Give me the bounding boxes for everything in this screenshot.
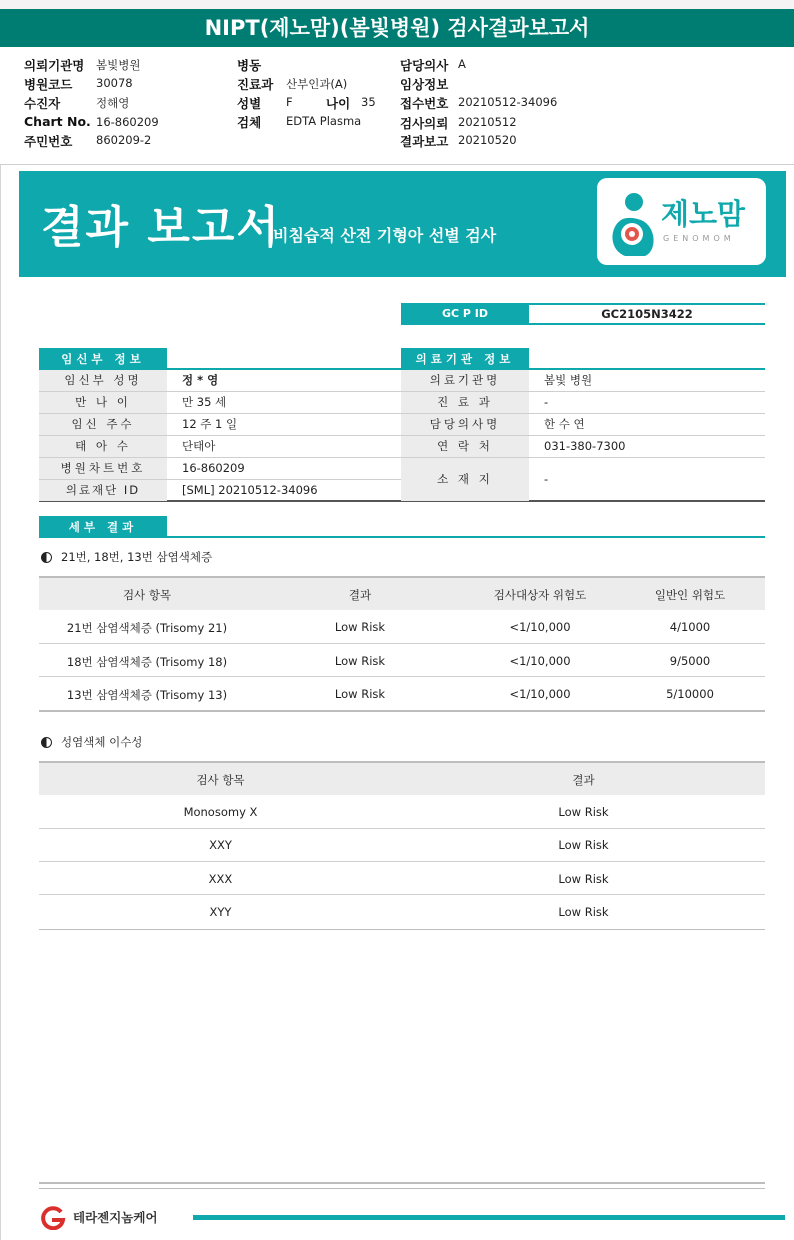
banner-subtitle: 비침습적 산전 기형아 선별 검사 [273,226,497,245]
summary-value: 16-860209 [96,115,159,129]
summary-value: 20210520 [458,133,517,147]
section-tab-detail: 세부 결과 [39,516,167,538]
report-title: NIPT(제노맘)(봄빛병원) 검사결과보고서 [0,9,794,47]
summary-label: 검체 [237,115,262,130]
section-tab-pregnant: 임신부 정보 [39,348,167,370]
info-key: 진 료 과 [401,392,529,413]
table-cell: <1/10,000 [509,687,571,701]
summary-label: 검사의뢰 [400,116,449,131]
report-banner [19,171,786,277]
company-name: 테라젠지놈케어 [73,1210,158,1225]
table-cell: XXY [209,838,232,852]
table-cell: Low Risk [558,872,609,886]
summary-label: 주민번호 [24,134,73,149]
info-value: 만 35 세 [182,395,227,409]
footer-divider [39,1182,765,1184]
summary-label: 접수번호 [400,96,449,111]
column-header: 검사 항목 [196,773,245,787]
company-logo-icon [37,1206,67,1230]
summary-label: 결과보고 [400,134,449,149]
info-row [39,414,401,436]
table-cell: <1/10,000 [509,620,571,634]
info-key: 의료재단 ID [39,480,167,501]
table-cell: XXX [208,872,233,886]
summary-label: Chart No. [24,114,91,129]
info-row [401,458,765,502]
half-circle-icon [41,737,52,748]
footer-divider [39,1188,765,1189]
summary-value: A [458,57,466,71]
table-row [39,611,765,644]
table-row [39,862,765,895]
section-tab-institution: 의료기관 정보 [401,348,529,370]
column-header: 검사 항목 [122,588,172,602]
info-row [39,370,401,392]
info-row [401,370,765,392]
table-cell: Low Risk [334,654,386,668]
footer-accent-bar [193,1215,785,1220]
table-row [39,895,765,930]
summary-value: EDTA Plasma [286,114,362,128]
info-value: 단태아 [182,439,216,453]
sexchrom-table-header [39,761,765,795]
info-key: 연 락 처 [401,436,529,457]
logo-subtext: GENOMOM [663,234,735,243]
mother-baby-icon [603,182,663,262]
info-value: 한 수 연 [544,417,585,431]
info-row [39,392,401,414]
column-header: 일반인 위험도 [654,588,726,602]
summary-label: 나이 [326,96,351,111]
trisomy-section-title [41,549,212,565]
info-key: 병원차트번호 [39,458,167,479]
summary-value: F [286,95,293,109]
info-value: 봄빛 병원 [544,373,593,387]
gcpid-label: GC P ID [401,303,529,325]
table-cell: 4/1000 [669,620,711,634]
info-key: 만 나 이 [39,392,167,413]
table-cell: 21번 삼염색체증 (Trisomy 21) [66,621,228,635]
table-cell: Low Risk [558,905,609,919]
report-paper [0,165,794,1240]
info-row [39,480,401,502]
summary-label: 진료과 [237,77,274,92]
table-cell: Low Risk [334,620,386,634]
summary-value: 20210512-34096 [458,95,558,109]
half-circle-icon [41,552,52,563]
table-row [39,677,765,712]
logo-wordmark: 제노맘 [661,197,746,231]
table-cell: Low Risk [558,805,609,819]
info-value: 031-380-7300 [544,439,626,453]
column-header: 결과 [572,773,595,787]
table-cell: XYY [209,905,232,919]
info-value: 16-860209 [182,461,245,475]
summary-panel [0,47,794,165]
info-row [39,436,401,458]
table-row [39,644,765,677]
info-key: 의료기관명 [401,370,529,391]
trisomy-table-header [39,576,765,610]
info-key: 임신 주수 [39,414,167,435]
table-row [39,796,765,829]
info-key: 담당의사명 [401,414,529,435]
info-row [401,392,765,414]
summary-label: 담당의사 [400,58,449,73]
genomom-logo [597,178,766,265]
summary-value: 20210512 [458,115,517,129]
summary-value: 860209-2 [96,133,152,147]
info-value: - [544,395,549,409]
gcpid-value: GC2105N3422 [529,303,765,325]
summary-value: 봄빛병원 [96,58,141,72]
table-cell: Low Risk [558,838,609,852]
info-row [401,414,765,436]
table-cell: Monosomy X [183,805,258,819]
column-header: 결과 [348,588,372,602]
table-cell: 9/5000 [669,654,711,668]
summary-label: 성별 [237,96,262,111]
summary-value: 산부인과(A) [286,77,348,91]
summary-value: 35 [361,95,376,109]
summary-label: 병원코드 [24,77,73,92]
sexchrom-title-text: 성염색체 이수성 [61,735,143,749]
table-cell: 5/10000 [666,687,714,701]
summary-value: 정해영 [96,96,130,110]
table-row [39,829,765,862]
table-cell: 13번 삼염색체증 (Trisomy 13) [66,688,228,702]
sexchrom-section-title [41,734,142,750]
table-cell: Low Risk [334,687,386,701]
info-value: 정 * 영 [182,373,219,387]
info-value: - [544,472,549,486]
table-cell: <1/10,000 [509,654,571,668]
info-row [401,436,765,458]
info-key: 임신부 성명 [39,370,167,391]
trisomy-title-text: 21번, 18번, 13번 삼염색체증 [61,550,213,564]
info-row [39,458,401,480]
summary-label: 병동 [237,58,262,73]
section-line [39,536,765,538]
banner-title: 결과 보고서 [41,202,281,253]
table-cell: 18번 삼염색체증 (Trisomy 18) [66,655,228,669]
summary-label: 임상정보 [400,77,449,92]
summary-value: 30078 [96,76,133,90]
info-key: 태 아 수 [39,436,167,457]
info-value: 12 주 1 일 [182,417,238,431]
info-value: [SML] 20210512-34096 [182,483,318,497]
summary-label: 의뢰기관명 [24,58,85,73]
column-header: 검사대상자 위험도 [493,588,587,602]
summary-label: 수진자 [24,96,61,111]
info-key: 소 재 지 [401,458,529,501]
